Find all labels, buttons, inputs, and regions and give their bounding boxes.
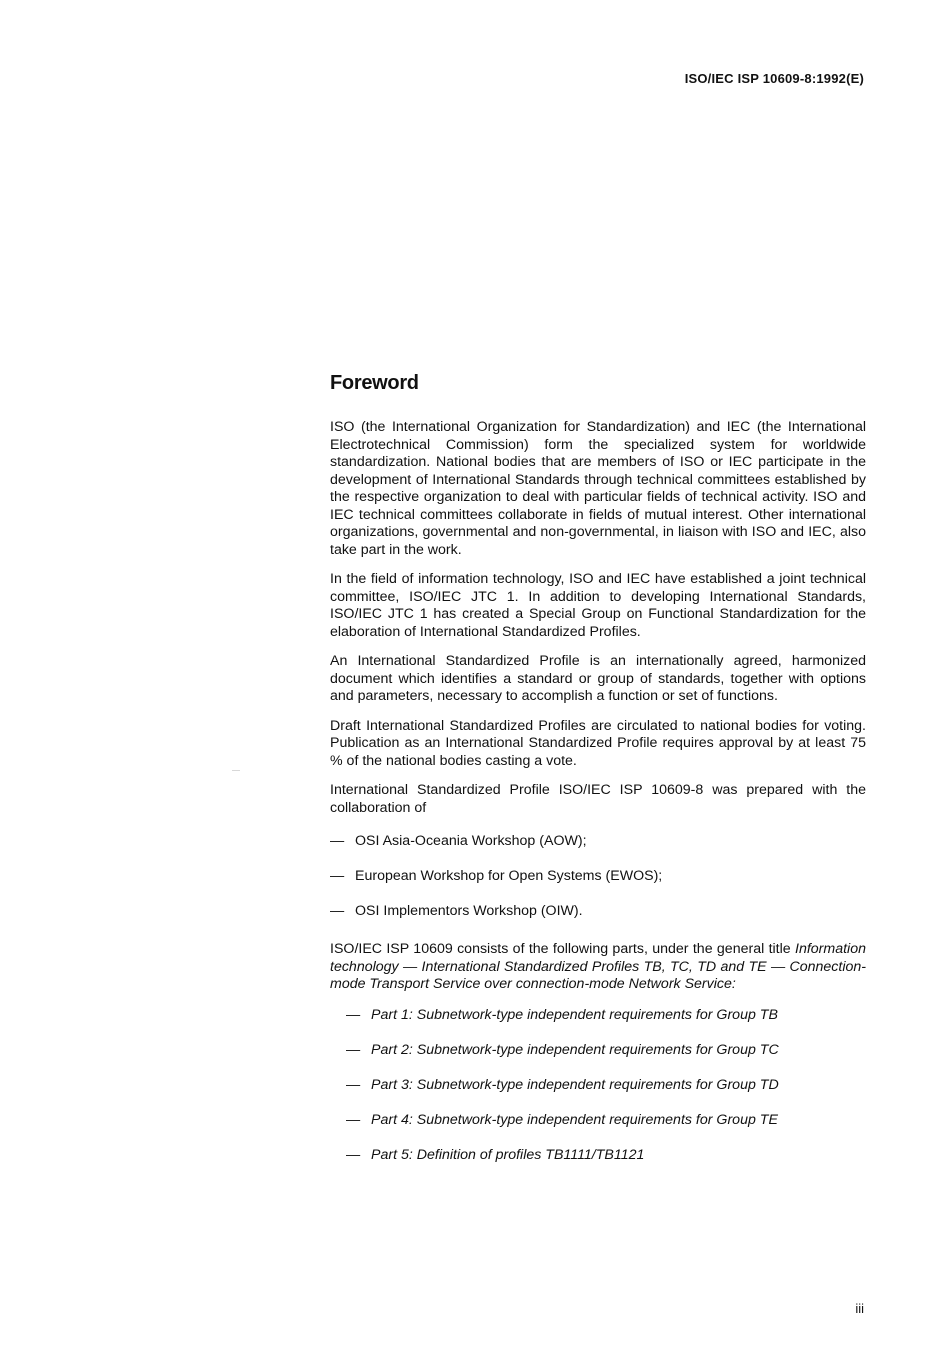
scan-artifact (232, 770, 240, 771)
series-title: Information technology — International Standardized Profiles TB, TC, TD and TE — Connection-mode Transport Service over connection-mode Network Service: (330, 941, 866, 992)
dash-bullet: — (346, 1006, 361, 1023)
page-title: Foreword (330, 372, 419, 394)
list-item (330, 833, 866, 868)
document-identifier: ISO/IEC ISP 10609-8:1992(E) (684, 71, 864, 86)
part-title: Part 5: Definition of profiles TB1111/TB1121 (371, 1146, 645, 1163)
list-item (346, 1112, 866, 1147)
list-item (346, 1042, 866, 1077)
list-item (346, 1077, 866, 1112)
part-title: Part 4: Subnetwork-type independent requirements for Group TE (371, 1111, 778, 1128)
part-title: Part 2: Subnetwork-type independent requirements for Group TC (371, 1041, 779, 1058)
dash-bullet: — (346, 1111, 361, 1128)
dash-bullet: — (330, 903, 345, 919)
workshop-name: OSI Asia-Oceania Workshop (AOW); (355, 833, 587, 849)
paragraph-iso-iec-intro: ISO (the International Organization for Standardization) and IEC (the International Electrotechnical Commission) form the specialized system for worldwide standardization. National bodies that are members of ISO or IEC participate in the development of International Standards through technical committees established by the respective organization to deal with particular fields of technical activity. ISO and IEC technical committees collaborate in fields of mutual interest. Other international organizations, governmental and non-governmental, in liaison with ISO and IEC, also take part in the work. (330, 419, 866, 558)
dash-bullet: — (346, 1076, 361, 1093)
workshop-name: European Workshop for Open Systems (EWOS); (355, 868, 663, 884)
list-item (346, 1007, 866, 1042)
page-number: iii (855, 1301, 864, 1316)
part-title: Part 1: Subnetwork-type independent requirements for Group TB (371, 1006, 778, 1023)
dash-bullet: — (330, 868, 345, 884)
dash-bullet: — (330, 833, 345, 849)
paragraph-draft-voting: Draft International Standardized Profiles are circulated to national bodies for voting. Publication as an International Standardized Profile requires approval by at least 75 % of the national bodies casting a vote. (330, 717, 866, 769)
paragraph-jtc1: In the field of information technology, ISO and IEC have established a joint technical committee, ISO/IEC JTC 1. In addition to developing International Standards, ISO/IEC JTC 1 has created a Special Group on Functional Standardization for the elaboration of International Standardized Profiles. (330, 571, 866, 640)
workshop-name: OSI Implementors Workshop (OIW). (355, 903, 583, 919)
paragraph-isp-definition: An International Standardized Profile is an internationally agreed, harmonized document which identifies a standard or group of standards, together with options and parameters, necessary to accomplish a function or set of functions. (330, 653, 866, 704)
workshop-list (330, 833, 866, 938)
parts-intro-lead: ISO/IEC ISP 10609 consists of the following parts, under the general title (330, 941, 791, 957)
paragraph-parts-intro (330, 941, 866, 994)
dash-bullet: — (346, 1041, 361, 1058)
list-item (346, 1147, 866, 1182)
dash-bullet: — (346, 1146, 361, 1163)
foreword-body (330, 419, 866, 1182)
parts-list (346, 1007, 866, 1182)
list-item (330, 868, 866, 903)
paragraph-prepared-by: International Standardized Profile ISO/IEC ISP 10609-8 was prepared with the collaboration of (330, 782, 866, 816)
part-title: Part 3: Subnetwork-type independent requirements for Group TD (371, 1076, 779, 1093)
list-item (330, 903, 866, 938)
